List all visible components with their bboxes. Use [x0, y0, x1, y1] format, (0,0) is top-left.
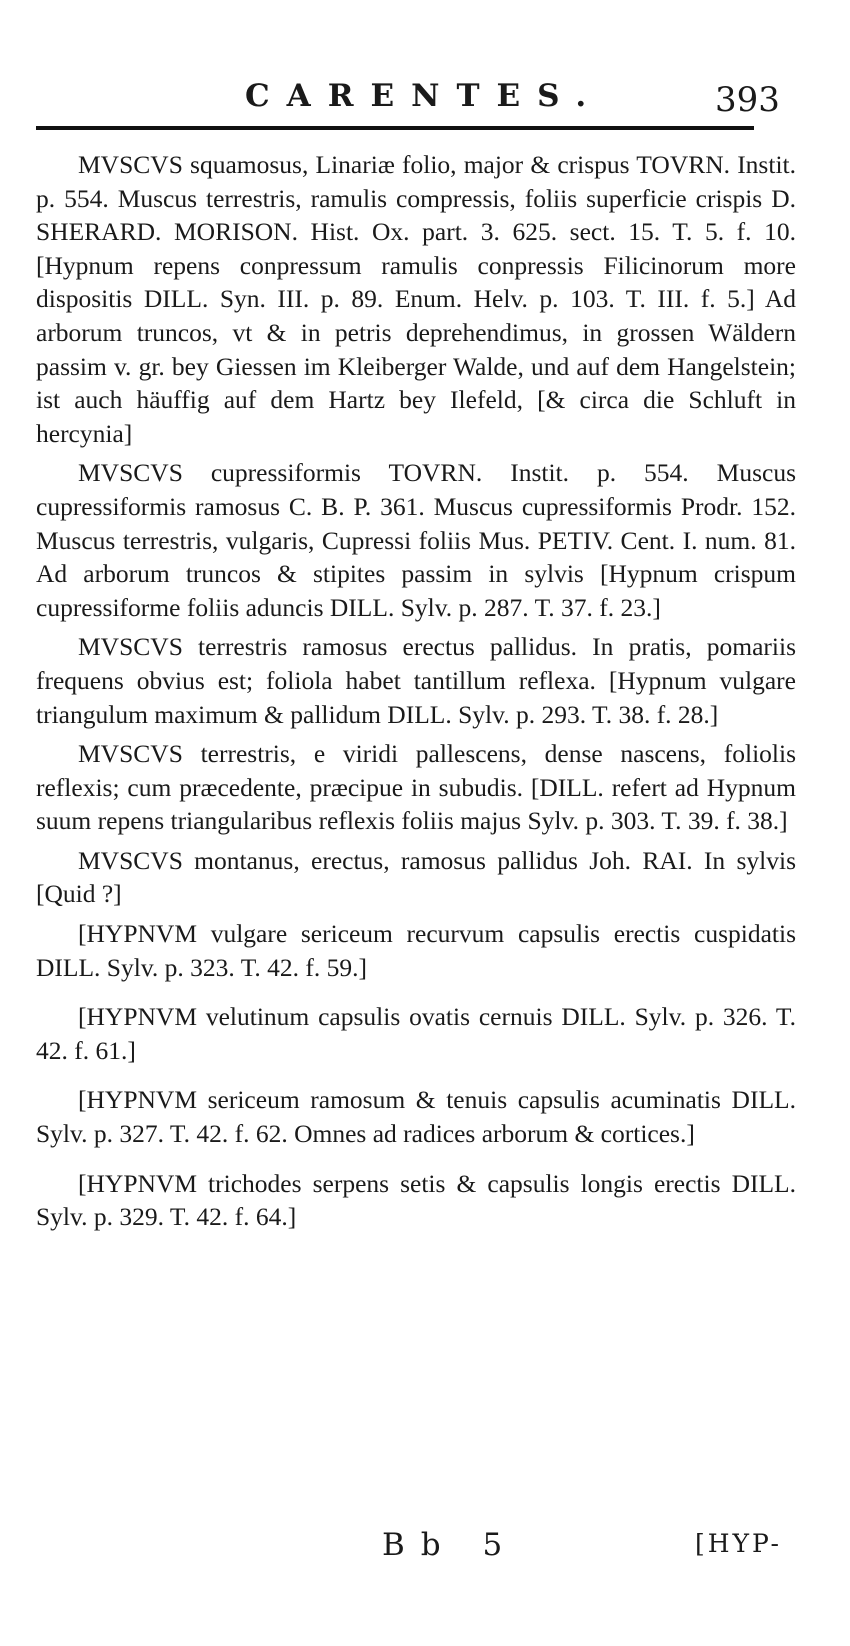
- body-text: [36, 148, 796, 1250]
- entry-hypnum-sericeum-ramosum: [HYPNVM sericeum ramosum & tenuis capsulis acuminatis DILL. Sylv. p. 327. T. 42. f. 62. Omnes ad radices arborum & cortices.]: [36, 1085, 796, 1149]
- entry-muscus-cupressiformis: MVSCVS cupressiformis TOVRN. Instit. p. 554. Muscus cupressiformis ramosus C. B. P. 361. Muscus cupressiformis Prodr. 152. Muscus terrestris, vulgaris, Cupressi foliis Mus. PETIV. Cent. I. num. 81. Ad arborum truncos & stipites passim in sylvis [Hypnum crispum cupressiforme foliis aduncis DILL. Sylv. p. 287. T. 37. f. 23.]: [36, 458, 796, 622]
- header-title: CARENTES.: [245, 78, 604, 114]
- entry-hypnum-sericeum-recurvum: [HYPNVM vulgare sericeum recurvum capsulis erectis cuspidatis DILL. Sylv. p. 323. T. 42. f. 59.]: [36, 919, 796, 982]
- signature-mark: Bb 5: [382, 1527, 519, 1563]
- entry-muscus-montanus: MVSCVS montanus, erectus, ramosus pallidus Joh. RAI. In sylvis [Quid ?]: [36, 845, 796, 909]
- running-head: [0, 78, 850, 128]
- catchword: [HYP-: [695, 1529, 782, 1558]
- entry-hypnum-velutinum: [HYPNVM velutinum capsulis ovatis cernuis DILL. Sylv. p. 326. T. 42. f. 61.]: [36, 1002, 796, 1065]
- header-rule: [36, 126, 754, 130]
- entry-muscus-terrestris-erectus: MVSCVS terrestris ramosus erectus pallidus. In pratis, pomariis frequens obvius est; foliola habet tantillum reflexa. [Hypnum vulgare triangulum maximum & pallidum DILL. Sylv. p. 293. T. 38. f. 28.]: [36, 632, 796, 729]
- entry-hypnum-trichodes: [HYPNVM trichodes serpens setis & capsulis longis erectis DILL. Sylv. p. 329. T. 42. f. 64.]: [36, 1168, 796, 1232]
- entry-muscus-terrestris-pallescens: MVSCVS terrestris, e viridi pallescens, dense nascens, foliolis reflexis; cum præcedente, præcipue in subudis. [DILL. refert ad Hypnum suum repens triangularibus reflexis foliis majus Sylv. p. 303. T. 39. f. 38.]: [36, 739, 796, 836]
- entry-muscus-squamosus: MVSCVS squamosus, Linariæ folio, major & crispus TOVRN. Instit. p. 554. Muscus terrestris, ramulis compressis, foliis superficie crispis D. SHERARD. MORISON. Hist. Ox. part. 3. 625. sect. 15. T. 5. f. 10. [Hypnum repens conpressum ramulis conpressis Filicinorum more dispositis DILL. Syn. III. p. 89. Enum. Helv. p. 103. T. III. f. 5.] Ad arborum truncos, vt & in petris deprehendimus, in grossen Wäldern passim v. gr. bey Giessen im Kleiberger Walde, und auf dem Hangelstein; ist auch häuffig auf dem Hartz bey Ilefeld, [& circa die Schluft in hercynia]: [36, 150, 796, 448]
- page-footer: [0, 1527, 850, 1567]
- page-number: 393: [715, 80, 780, 120]
